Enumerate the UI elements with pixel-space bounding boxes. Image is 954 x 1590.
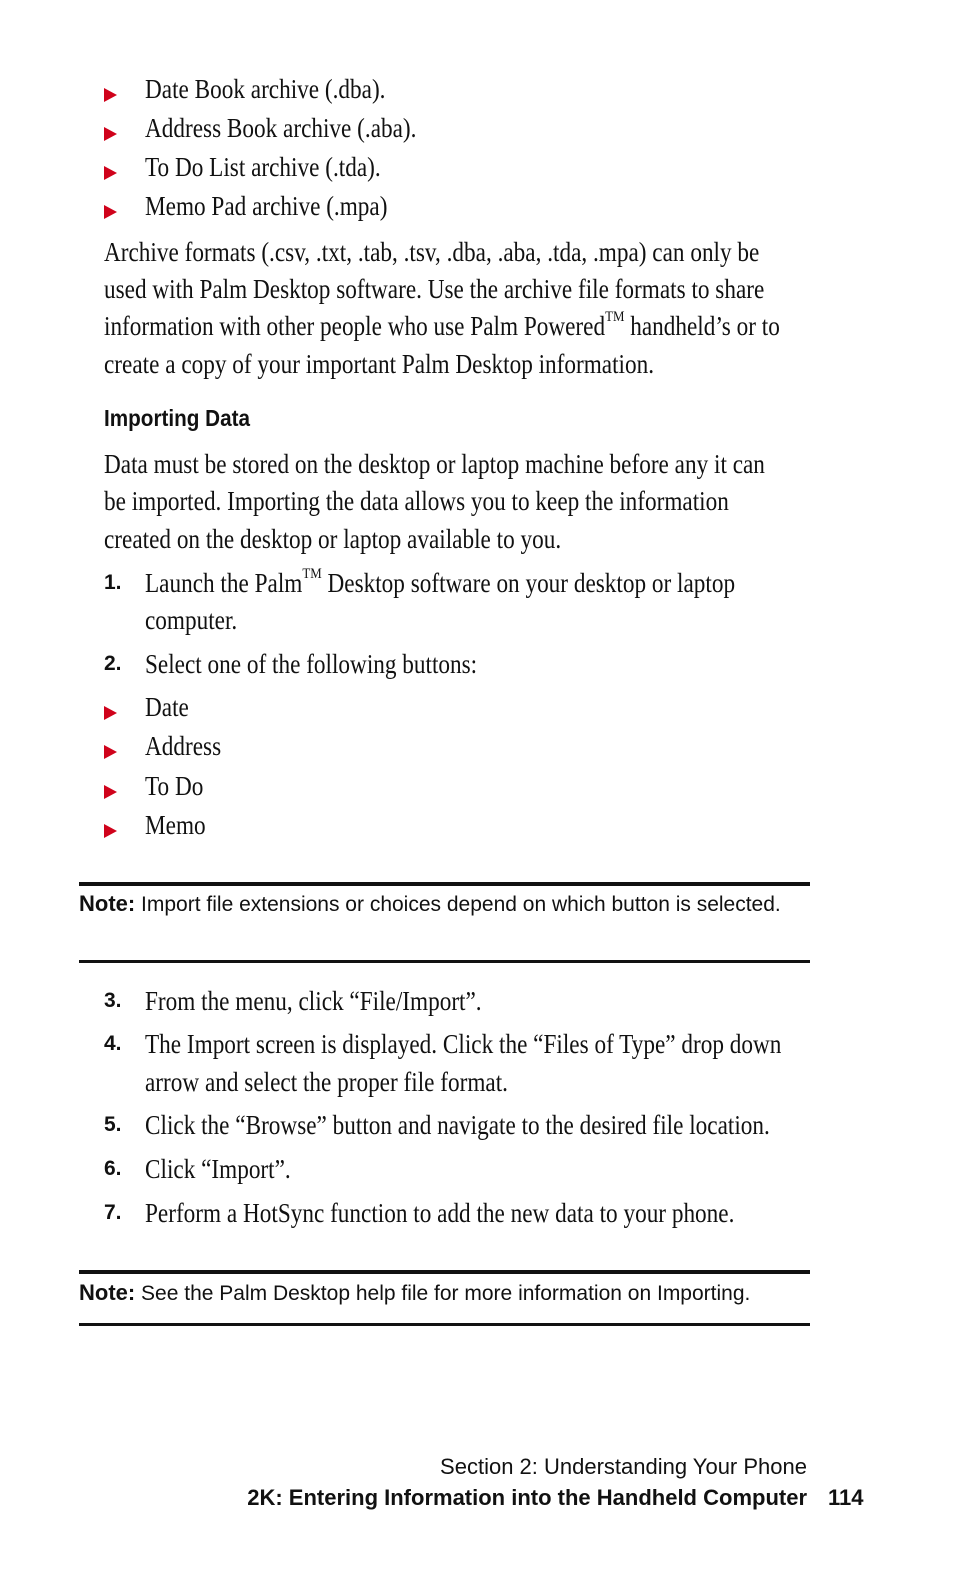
- list-item: Address: [145, 731, 222, 761]
- note-label: Note:: [79, 1280, 136, 1305]
- list-item: Memo: [145, 810, 206, 840]
- step-number: 1.: [104, 571, 122, 594]
- paragraph-text: handheld’s or to: [624, 311, 780, 341]
- import-paragraph-line: created on the desktop or laptop available to you.: [104, 524, 562, 554]
- step-text-part: Launch the Palm: [145, 568, 303, 598]
- red-triangle-bullet-icon: [104, 88, 117, 102]
- note-label: Note:: [79, 891, 136, 916]
- step-number: 4.: [104, 1032, 122, 1055]
- red-triangle-bullet-icon: [104, 785, 117, 799]
- step-text: The Import screen is displayed. Click the “Files of Type” drop down: [145, 1029, 782, 1059]
- step-text: Click “Import”.: [145, 1154, 291, 1184]
- import-paragraph-line: be imported. Importing the data allows you to keep the information: [104, 486, 729, 516]
- note-top-rule: [79, 882, 810, 886]
- step-text: arrow and select the proper file format.: [145, 1067, 508, 1097]
- red-triangle-bullet-icon: [104, 706, 117, 720]
- red-triangle-bullet-icon: [104, 824, 117, 838]
- red-triangle-bullet-icon: [104, 166, 117, 180]
- step-number: 5.: [104, 1113, 122, 1136]
- red-triangle-bullet-icon: [104, 205, 117, 219]
- archive-paragraph-line: [104, 307, 780, 345]
- trademark-symbol: TM: [605, 309, 625, 325]
- note-text: Import file extensions or choices depend on which button is selected.: [135, 893, 781, 916]
- step-number: 2.: [104, 652, 122, 675]
- list-item: To Do: [145, 771, 204, 801]
- footer-section-title: Section 2: Understanding Your Phone: [440, 1454, 807, 1479]
- note-box: [79, 1280, 809, 1307]
- step-number: 6.: [104, 1157, 122, 1180]
- note-box: [79, 891, 809, 918]
- archive-paragraph-line: create a copy of your important Palm Desktop information.: [104, 349, 655, 379]
- step-number: 7.: [104, 1201, 122, 1224]
- paragraph-text: information with other people who use Palm Powered: [104, 311, 606, 341]
- list-item: Date Book archive (.dba).: [145, 74, 386, 104]
- import-paragraph-line: Data must be stored on the desktop or laptop machine before any it can: [104, 449, 765, 479]
- section-heading: Importing Data: [104, 405, 251, 431]
- step-text: From the menu, click “File/Import”.: [145, 986, 482, 1016]
- list-item: To Do List archive (.tda).: [145, 152, 381, 182]
- note-bottom-rule: [79, 1323, 810, 1326]
- archive-paragraph-line: used with Palm Desktop software. Use the archive file formats to share: [104, 274, 765, 304]
- footer-chapter-title: 2K: Entering Information into the Handheld Computer: [247, 1485, 807, 1510]
- step-text: [145, 564, 735, 602]
- step-text: Select one of the following buttons:: [145, 649, 478, 679]
- list-item: Memo Pad archive (.mpa): [145, 191, 388, 221]
- archive-paragraph-line: Archive formats (.csv, .txt, .tab, .tsv, .dba, .aba, .tda, .mpa) can only be: [104, 237, 760, 267]
- note-text: See the Palm Desktop help file for more information on Importing.: [135, 1282, 751, 1305]
- red-triangle-bullet-icon: [104, 745, 117, 759]
- list-item: Date: [145, 692, 189, 722]
- trademark-symbol: TM: [302, 566, 322, 582]
- step-text: Click the “Browse” button and navigate to the desired file location.: [145, 1110, 770, 1140]
- step-text-part: Desktop software on your desktop or laptop: [321, 568, 736, 598]
- note-top-rule: [79, 1270, 810, 1274]
- step-text: computer.: [145, 605, 238, 635]
- list-item: Address Book archive (.aba).: [145, 113, 417, 143]
- step-number: 3.: [104, 989, 122, 1012]
- note-bottom-rule: [79, 960, 810, 963]
- red-triangle-bullet-icon: [104, 127, 117, 141]
- step-text: Perform a HotSync function to add the new data to your phone.: [145, 1198, 735, 1228]
- page-number: 114: [828, 1485, 864, 1510]
